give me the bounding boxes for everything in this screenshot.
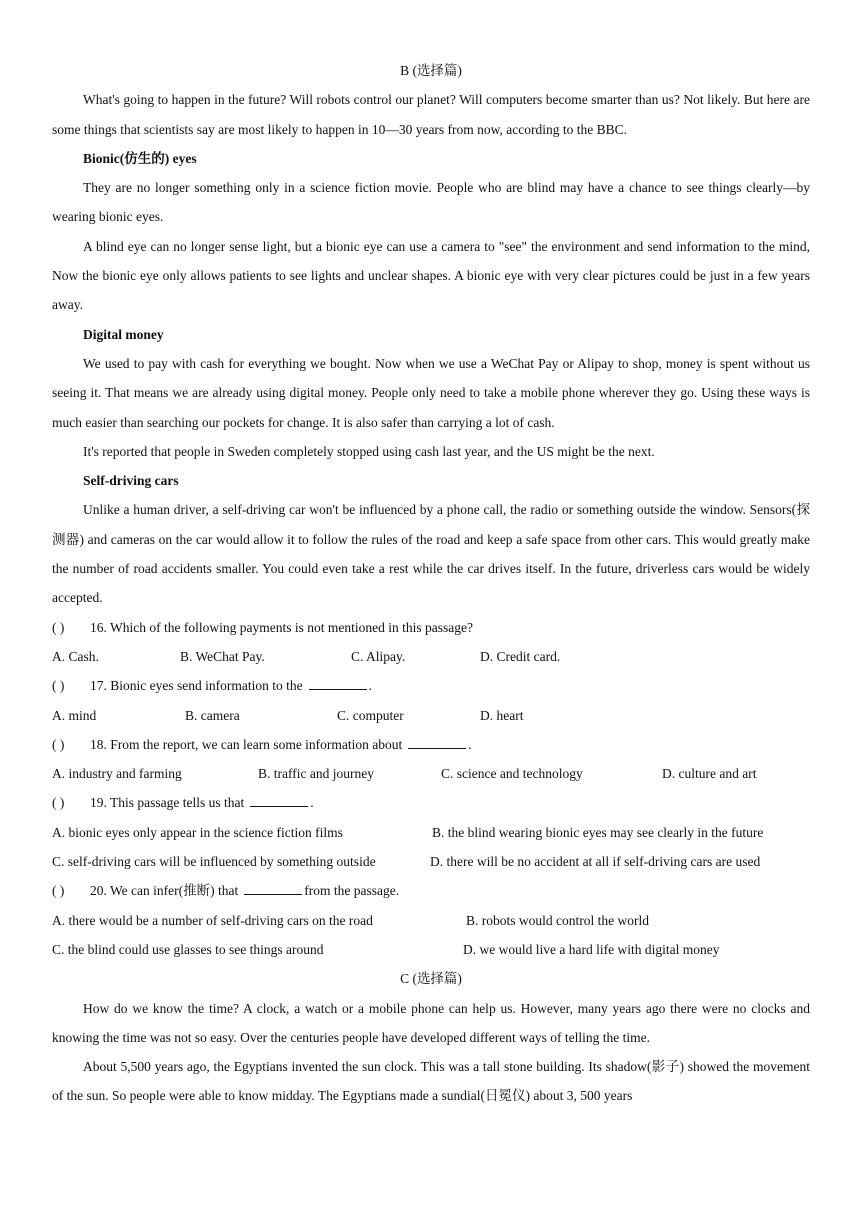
option-d: D. there will be no accident at all if self-driving cars are used bbox=[430, 854, 761, 870]
answer-bracket: ( ) bbox=[52, 678, 65, 694]
section-c-paragraph-1: How do we know the time? A clock, a watch or a mobile phone can help us. However, many years ago there were no clocks and knowing the time was not so easy. Over the centuries people have developed different ways of telling the time. bbox=[52, 1000, 810, 1045]
answer-bracket: ( ) bbox=[52, 736, 65, 752]
option-b: B. WeChat Pay. bbox=[180, 648, 265, 664]
option-c: C. computer bbox=[337, 707, 404, 723]
question-stem: 16. Which of the following payments is not mentioned in this passage? bbox=[90, 619, 473, 635]
question-end: . bbox=[310, 795, 314, 811]
answer-blank bbox=[309, 677, 367, 690]
question-17-options bbox=[52, 701, 810, 730]
option-d: D. we would live a hard life with digital money bbox=[463, 941, 720, 957]
option-c: C. science and technology bbox=[441, 766, 583, 782]
bionic-paragraph-2: A blind eye can no longer sense light, but a bionic eye can use a camera to "see" the environment and send information to the mind, Now the bionic eye only allows patients to see lights and unclear shapes. A bionic eye with very clear pictures could be just in a few years away. bbox=[52, 238, 810, 313]
answer-blank bbox=[408, 736, 466, 749]
section-c-paragraph-2: About 5,500 years ago, the Egyptians invented the sun clock. This was a tall stone building. Its shadow(影子) showed the movement of the sun. So people were able to know midday. The Egyptians made a sundial(日冕仪) about 3, 500 years bbox=[52, 1059, 810, 1104]
intro-paragraph: What's going to happen in the future? Will robots control our planet? Will computers become smarter than us? Not likely. But here are some things that scientists say are most likely to happen in 10—30 years from now, according to the BBC. bbox=[52, 92, 810, 137]
question-end: . bbox=[468, 736, 472, 752]
question-19 bbox=[52, 788, 810, 817]
answer-bracket: ( ) bbox=[52, 795, 65, 811]
answer-blank bbox=[244, 882, 302, 895]
question-stem: 20. We can infer(推断) that bbox=[90, 883, 239, 899]
option-c: C. the blind could use glasses to see things around bbox=[52, 941, 324, 957]
question-end: from the passage. bbox=[304, 883, 400, 899]
digital-money-heading: Digital money bbox=[83, 326, 164, 342]
answer-bracket: ( ) bbox=[52, 619, 65, 635]
cars-paragraph-1: Unlike a human driver, a self-driving car won't be influenced by a phone call, the radio or something outside the window. Sensors(探测器) and cameras on the car would allow it to follow the rules of the road and keep a safe space from other cars. This would greatly make the number of road accidents smaller. You could even take a rest while the car drives itself. In the future, driverless cars would be widely accepted. bbox=[52, 502, 810, 606]
question-18-options bbox=[52, 759, 810, 788]
option-c: C. self-driving cars will be influenced by something outside bbox=[52, 854, 376, 870]
question-stem: 18. From the report, we can learn some information about bbox=[90, 736, 403, 752]
question-18 bbox=[52, 730, 810, 759]
option-a: A. industry and farming bbox=[52, 766, 182, 782]
option-a: A. bionic eyes only appear in the science fiction films bbox=[52, 824, 343, 840]
option-a: A. there would be a number of self-driving cars on the road bbox=[52, 912, 373, 928]
option-d: D. heart bbox=[480, 707, 524, 723]
question-20 bbox=[52, 876, 810, 905]
question-19-options-cd bbox=[52, 847, 810, 876]
question-end: . bbox=[368, 678, 372, 694]
question-19-options-ab bbox=[52, 818, 810, 847]
question-stem: 19. This passage tells us that bbox=[90, 795, 245, 811]
question-20-options-ab bbox=[52, 906, 810, 935]
question-17 bbox=[52, 671, 810, 700]
money-paragraph-2: It's reported that people in Sweden completely stopped using cash last year, and the US might be the next. bbox=[83, 443, 655, 459]
question-16-options bbox=[52, 642, 810, 671]
question-16 bbox=[52, 613, 810, 642]
self-driving-heading: Self-driving cars bbox=[83, 473, 179, 489]
bionic-eyes-heading: Bionic(仿生的) eyes bbox=[83, 150, 197, 166]
document-page bbox=[52, 56, 810, 1111]
option-d: D. culture and art bbox=[662, 766, 757, 782]
section-b-title: B (选择篇) bbox=[400, 63, 462, 78]
option-b: B. camera bbox=[185, 707, 240, 723]
money-paragraph-1: We used to pay with cash for everything we bought. Now when we use a WeChat Pay or Alipay to shop, money is spent without us seeing it. That means we are already using digital money. People only need to take a mobile phone wherever they go. Using these ways is much easier than searching our pockets for change. It is also safer than carrying a lot of cash. bbox=[52, 355, 810, 430]
section-c-title: C (选择篇) bbox=[400, 971, 462, 987]
option-b: B. traffic and journey bbox=[258, 766, 374, 782]
question-20-options-cd bbox=[52, 935, 810, 964]
option-d: D. Credit card. bbox=[480, 648, 561, 664]
bionic-paragraph-1: They are no longer something only in a science fiction movie. People who are blind may have a chance to see things clearly—by wearing bionic eyes. bbox=[52, 180, 810, 225]
option-a: A. mind bbox=[52, 707, 97, 723]
answer-blank bbox=[250, 794, 308, 807]
question-stem: 17. Bionic eyes send information to the bbox=[90, 678, 303, 694]
option-b: B. robots would control the world bbox=[466, 912, 649, 928]
option-c: C. Alipay. bbox=[351, 648, 406, 664]
option-b: B. the blind wearing bionic eyes may see clearly in the future bbox=[432, 824, 764, 840]
option-a: A. Cash. bbox=[52, 648, 99, 664]
answer-bracket: ( ) bbox=[52, 883, 65, 899]
